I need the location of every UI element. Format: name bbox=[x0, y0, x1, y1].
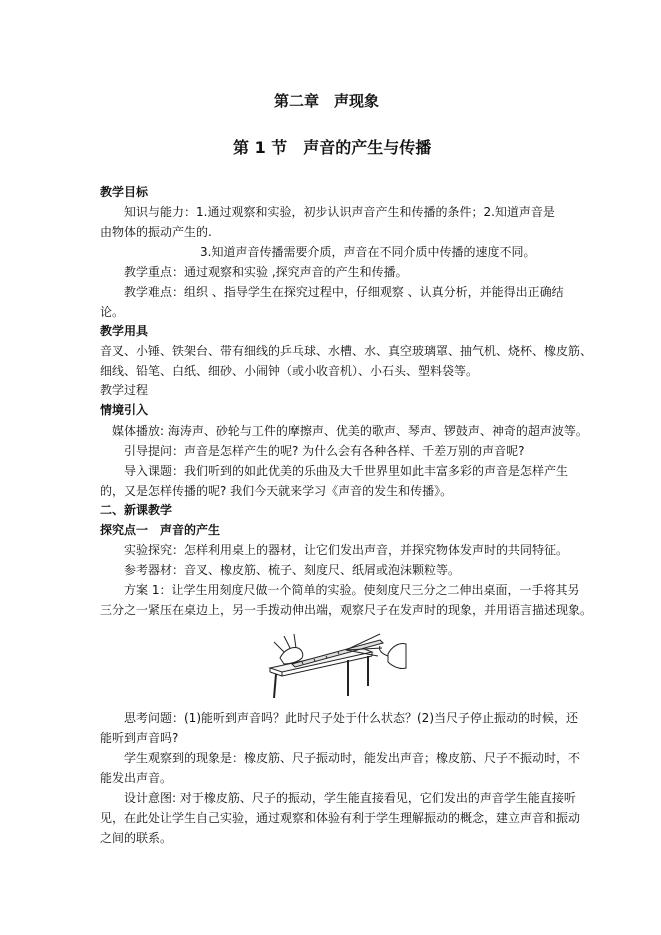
objectives-heading: 教学目标 bbox=[100, 185, 149, 199]
knowledge-text-cont: 由物体的振动产生的. bbox=[100, 225, 212, 239]
difficulty-text-cont: 论。 bbox=[100, 305, 125, 319]
difficulty-text: 教学难点：组织 、指导学生在探究过程中，仔细观察 、认真分析，并能得出正确结 bbox=[124, 285, 564, 299]
observe-text-cont: 能发出声音。 bbox=[100, 771, 173, 785]
explore-text: 实验探究：怎样利用桌上的器材，让它们发出声音，并探究物体发声时的共同特征。 bbox=[124, 543, 569, 557]
observe-text: 学生观察到的现象是：橡皮筋、尺子振动时，能发出声音；橡皮筋、尺子不振动时，不 bbox=[124, 751, 581, 765]
knowledge-text: 知识与能力：1.通过观察和实验，初步认识声音产生和传播的条件；2.知道声音是 bbox=[124, 205, 555, 219]
media-text: 媒体播放: 海涛声、砂轮与工件的摩擦声、优美的歌声、琴声、锣鼓声、神奇的超声波等。 bbox=[112, 424, 588, 438]
chapter-title: 第二章 声现象 bbox=[274, 92, 380, 110]
new-lesson-heading: 二、新课教学 bbox=[100, 503, 173, 517]
question-text: 引导提问：声音是怎样产生的呢? 为什么会有各种各样、千差万别的声音呢? bbox=[124, 444, 525, 458]
point-title: 探究点一 声音的产生 bbox=[100, 523, 221, 537]
design-text-cont: 见，在此处让学生自己实验，通过观察和体验有利于学生理解振动的概念，建立声音和振动 bbox=[100, 811, 581, 825]
materials-list-cont: 细线、铅笔、白纸、细砂、小闹钟（或小收音机）、小石头、塑料袋等。 bbox=[100, 364, 479, 378]
section-title: 第 1 节 声音的产生与传播 bbox=[233, 138, 432, 157]
materials-list: 音叉、小锤、铁架台、带有细线的乒乓球、水槽、水、真空玻璃罩、抽气机、烧杯、橡皮筋、 bbox=[100, 344, 593, 358]
intro-heading: 情境引入 bbox=[100, 403, 149, 417]
knowledge-text-item3: 3.知道声音传播需要介质，声音在不同介质中传播的速度不同。 bbox=[200, 245, 536, 259]
topic-text-cont: 的，又是怎样传播的呢? 我们今天就来学习《声音的发生和传播》。 bbox=[100, 484, 453, 498]
ruler-experiment-figure bbox=[262, 628, 408, 698]
design-text: 设计意图: 对于橡皮筋、尺子的振动，学生能直接看见，它们发出的声音学生能直接听 bbox=[124, 791, 576, 805]
materials-heading: 教学用具 bbox=[100, 324, 149, 338]
key-point-text: 教学重点：通过观察和实验 ,探究声音的产生和传播。 bbox=[124, 265, 408, 279]
plan-text-cont: 三分之一紧压在桌边上，另一手拨动伸出端，观察尺子在发声时的现象，并用语言描述现象。 bbox=[100, 603, 593, 617]
design-text-end: 之间的联系。 bbox=[100, 831, 173, 845]
think-text-cont: 能听到声音吗? bbox=[100, 731, 179, 745]
plan-text: 方案 1：让学生用刻度尺做一个简单的实验。使刻度尺三分之二伸出桌面，一手将其另 bbox=[124, 583, 580, 597]
equipment-text: 参考器材：音叉、橡皮筋、梳子、刻度尺、纸屑或泡沫颗粒等。 bbox=[124, 563, 461, 577]
think-text: 思考问题：(1)能听到声音吗？此时尺子处于什么状态？(2)当尺子停止振动的时候，还 bbox=[124, 711, 578, 725]
topic-text: 导入课题：我们听到的如此优美的乐曲及大千世界里如此丰富多彩的声音是怎样产生 bbox=[124, 464, 569, 478]
process-heading: 教学过程 bbox=[100, 383, 149, 397]
